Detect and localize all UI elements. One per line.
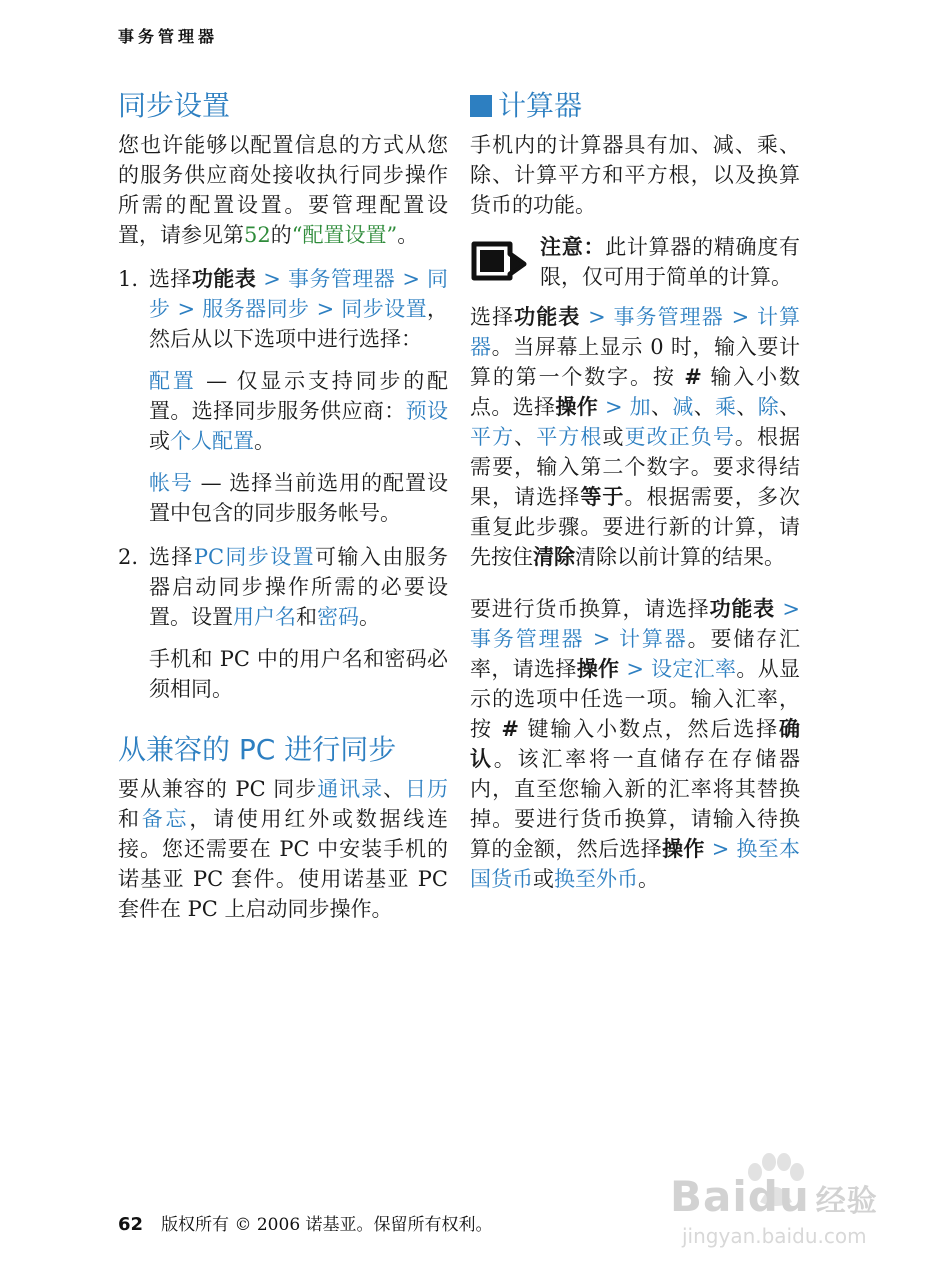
note-box: 注意：此计算器的精确度有限，仅可用于简单的计算。 — [470, 232, 800, 292]
option-config: 配置 — 仅显示支持同步的配置。选择同步服务供应商：预设或个人配置。 — [149, 369, 449, 453]
watermark-brand-cn: 经验 — [815, 1184, 878, 1219]
calculator-heading: 计算器 — [470, 86, 800, 126]
page-number: 62 — [118, 1214, 144, 1235]
step-2-note: 手机和 PC 中的用户名和密码必须相同。 — [149, 647, 448, 701]
right-column — [470, 86, 800, 894]
page-footer — [118, 1210, 493, 1235]
copyright: 版权所有 © 2006 诺基亚。保留所有权利。 — [161, 1215, 493, 1235]
sync-settings-heading: 同步设置 — [118, 89, 231, 122]
note-icon — [470, 232, 540, 292]
calculator-intro: 手机内的计算器具有加、减、乘、除、计算平方和平方根，以及换算货币的功能。 — [470, 133, 800, 217]
square-bullet-icon — [470, 95, 492, 117]
calculator-steps: 选择功能表 > 事务管理器 > 计算器。当屏幕上显示 0 时，输入要计算的第一个数字。按 # 输入小数点。选择操作 > 加、减、乘、除、平方、平方根或更改正负号。根据需要，输入第二个数字。要求得结果，请选择等于。根据需要，多次重复此步骤。要进行新的计算，请先按住清除清除以前计算的结果。 — [470, 304, 801, 569]
step-1: 1. 选择功能表 > 事务管理器 > 同步 > 服务器同步 > 同步设置，然后从以下选项中进行选择： 配置 — 仅显示支持同步的配置。选择同步服务供应商：预设或个人配置。 帐号 — 选择当前选用的配置设置中包含的同步服务帐号。 — [118, 264, 448, 528]
option-account: 帐号 — 选择当前选用的配置设置中包含的同步服务帐号。 — [149, 471, 448, 525]
running-header: 事务管理器 — [118, 27, 219, 46]
currency-steps: 要进行货币换算，请选择功能表 > 事务管理器 > 计算器。要储存汇率，请选择操作 > 设定汇率。从显示的选项中任选一项。输入汇率，按 # 键输入小数点，然后选择确认。该汇率将一直储存在存储器内，直至您输入新的汇率将其替换掉。要进行货币换算，请输入待换算的金额，然后选择操作 > 换至本国货币或换至外币。 — [470, 596, 801, 891]
baidu-watermark — [670, 1150, 890, 1250]
pc-sync-heading: 从兼容的 PC 进行同步 — [118, 733, 397, 766]
page-ref[interactable]: 52 — [244, 223, 271, 247]
step-2: 2. 选择PC同步设置可输入由服务器启动同步操作所需的必要设置。设置用户名和密码。 手机和 PC 中的用户名和密码必须相同。 — [118, 542, 448, 704]
watermark-brand: Baidu — [670, 1172, 810, 1221]
pc-sync-text: 要从兼容的 PC 同步通讯录、日历和备忘，请使用红外或数据线连接。您还需要在 PC 中安装手机的诺基亚 PC 套件。使用诺基亚 PC 套件在 PC 上启动同步操作。 — [118, 777, 449, 921]
watermark-url: jingyan.baidu.com — [682, 1224, 867, 1248]
sync-intro: 您也许能够以配置信息的方式从您的服务供应商处接收执行同步操作所需的配置设置。要管理配置设置，请参见第52的“配置设置”。 — [118, 133, 448, 247]
config-settings-link[interactable]: “配置设置” — [291, 223, 398, 247]
menu-path-link[interactable]: 事务管理器 — [288, 267, 396, 291]
left-column — [118, 86, 448, 924]
